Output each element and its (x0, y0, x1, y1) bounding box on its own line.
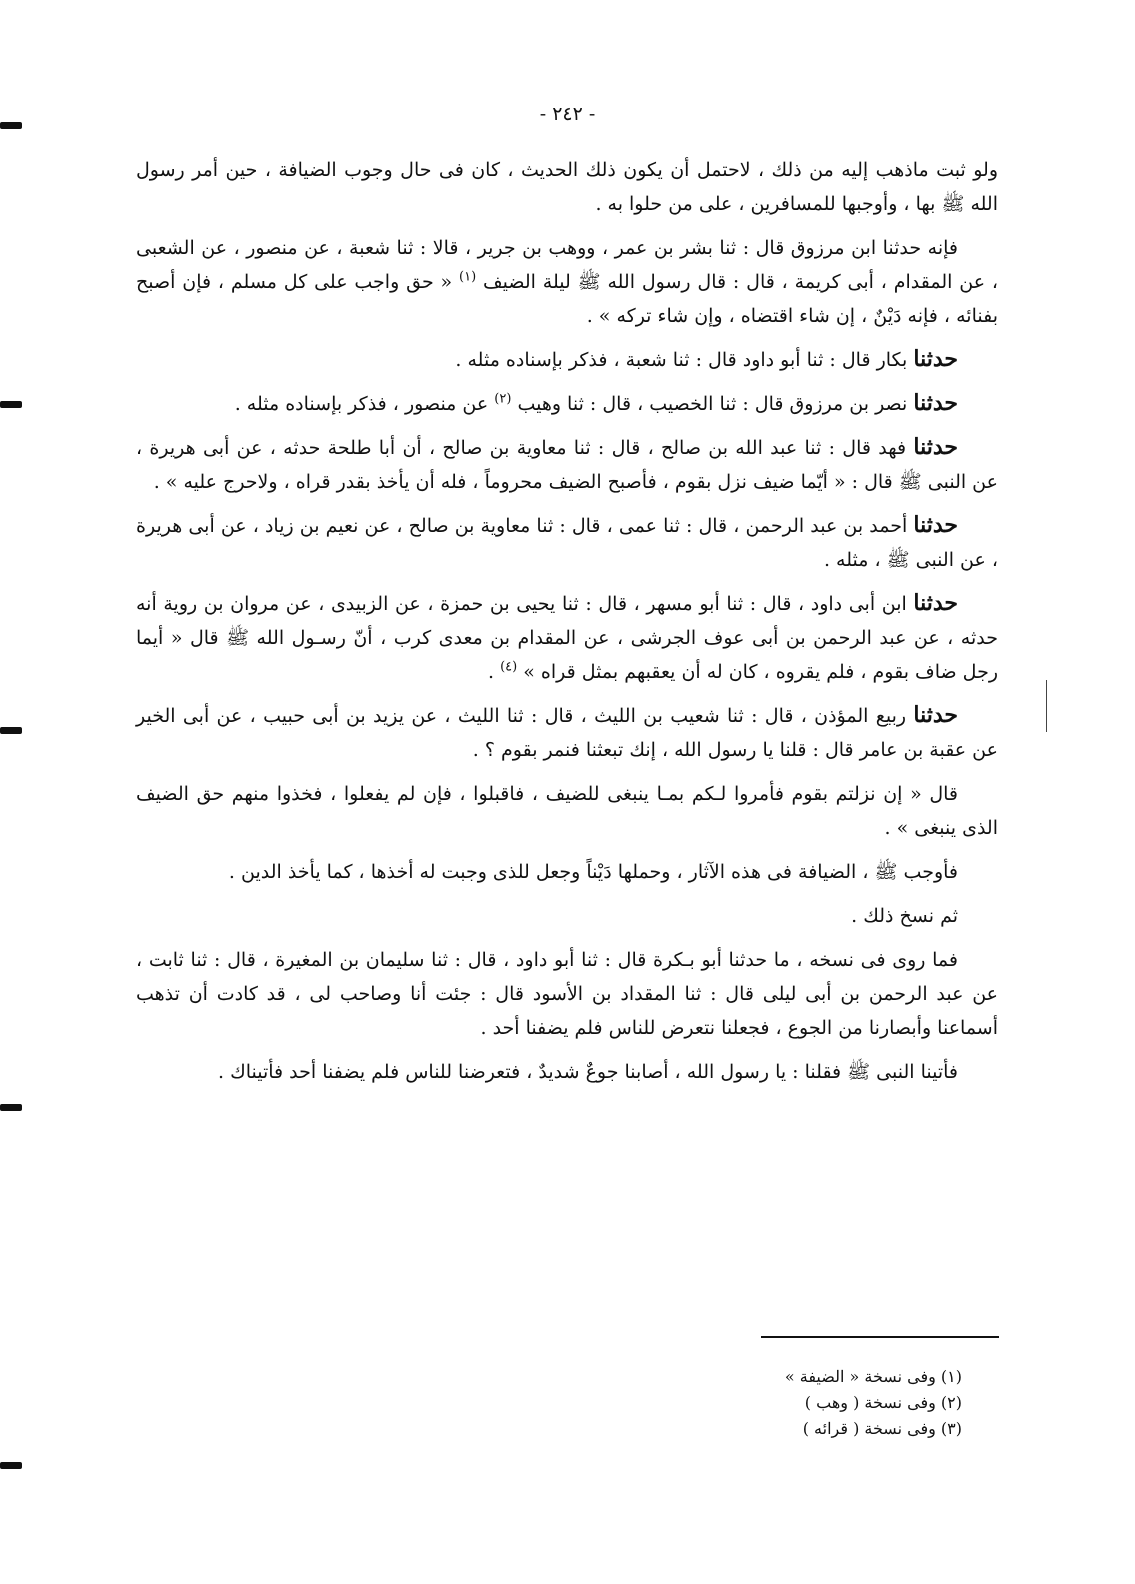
paragraph-text: أحمد بن عبد الرحمن ، قال : ثنا عمى ، قال : ثنا معاوية بن صالح ، عن نعيم بن زياد ، عن أبى هريرة ، عن النبى ﷺ ، مثله . (136, 515, 998, 571)
paragraph-text: نصر بن مرزوق قال : ثنا الخصيب ، قال : ثنا وهيب (517, 393, 908, 415)
margin-tick (1046, 680, 1047, 732)
paragraph (136, 342, 998, 377)
paragraph (136, 698, 998, 767)
paragraph (136, 386, 998, 421)
paragraph-lead: حدثنا (913, 512, 958, 538)
paragraph-tail: . (487, 661, 495, 683)
paragraph-text: بكار قال : ثنا أبو داود قال : ثنا شعبة ، فذكر بإسناده مثله . (455, 349, 908, 371)
paragraph-text: ابن أبى داود ، قال : ثنا أبو مسهر ، قال : ثنا يحيى بن حمزة ، عن الزبيدى ، عن مروان بن روية أنه حدثه ، عن عبد الرحمن بن أبى عوف الجرشى ، عن المقدام بن معدى كرب ، أنّ رسـول الله ﷺ قال « أيما رجل ضاف بقوم ، فلم يقروه ، كان له أن يعقبهم بمثل قراه » (136, 593, 998, 683)
paragraph-text: فأتينا النبى ﷺ فقلنا : يا رسول الله ، أصابنا جوعٌ شديدٌ ، فتعرضنا للناس فلم يضفنا أحد فأتيناك . (217, 1061, 958, 1083)
paragraph-tail: « حق واجب على كل مسلم ، فإن أصبح بفنائه ، فإنه دَيْنٌ ، إن شاء اقتضاه ، وإن شاء تركه » . (136, 271, 998, 327)
paragraph-lead: حدثنا (913, 590, 958, 616)
page-number: - ٢٤٢ - (539, 103, 596, 125)
footnote: (١) وفى نسخة « الضيفة » (784, 1367, 962, 1386)
footnotes (736, 1364, 962, 1442)
footnote: (٣) وفى نسخة ( قرائه ) (802, 1419, 962, 1438)
footnote: (٢) وفى نسخة ( وهب ) (804, 1393, 962, 1412)
paragraph-text: فهد قال : ثنا عبد الله بن صالح ، قال : ثنا معاوية بن صالح ، أن أبا طلحة حدثه ، عن أبى هريرة ، عن النبى ﷺ قال : « أيّما ضيف نزل بقوم ، فأصبح الضيف محروماً ، فله أن يأخذ بقدر قراه ، ولاحرج عليه » . (136, 437, 998, 493)
footnote-reference: (١) (459, 269, 477, 285)
paragraph-text: ثم نسخ ذلك . (851, 905, 958, 927)
scan-edge-mark (0, 727, 22, 734)
paragraph (136, 942, 998, 1045)
paragraph (136, 430, 998, 499)
paragraph (136, 586, 998, 689)
paragraph (136, 898, 998, 933)
scan-edge-mark (0, 1462, 22, 1469)
paragraph (136, 152, 998, 221)
paragraph-text: فما روى فى نسخه ، ما حدثنا أبو بـكرة قال : ثنا أبو داود ، قال : ثنا سليمان بن المغيرة ، قال : ثنا ثابت ، عن عبد الرحمن بن أبى ليلى قال : ثنا المقداد بن الأسود قال : جئت أنا وصاحب لى ، قد كادت أن تذهب أسماعنا وأبصارنا من الجوع ، فجعلنا نتعرض للناس فلم يضفنا أحد . (136, 949, 998, 1039)
paragraph-text: ربيع المؤذن ، قال : ثنا شعيب بن الليث ، قال : ثنا الليث ، عن يزيد بن أبى حبيب ، عن أبى الخير عن عقبة بن عامر قال : قلنا يا رسول الله ، إنك تبعثنا فنمر بقوم ؟ . (136, 705, 998, 761)
paragraph-text: قال « إن نزلتم بقوم فأمروا لـكم بمـا ينبغى للضيف ، فاقبلوا ، فإن لم يفعلوا ، فخذوا منهم حق الضيف الذى ينبغى » . (136, 783, 998, 839)
paragraph (136, 508, 998, 577)
paragraph (136, 854, 998, 889)
paragraph-lead: حدثنا (913, 346, 958, 372)
paragraph-text: فأوجب ﷺ ، الضيافة فى هذه الآثار ، وحملها دَيْناً وجعل للذى وجبت له أخذها ، كما يأخذ الدين . (228, 861, 958, 883)
footnote-divider (761, 1336, 999, 1338)
paragraph-text: فإنه حدثنا ابن مرزوق قال : ثنا بشر بن عمر ، ووهب بن جرير ، قالا : ثنا شعبة ، عن منصور ، عن الشعبى ، عن المقدام ، أبى كريمة ، قال : قال رسول الله ﷺ ليلة الضيف (136, 237, 999, 293)
paragraph-tail: عن منصور ، فذكر بإسناده مثله . (234, 393, 489, 415)
paragraph (136, 1054, 998, 1089)
paragraph-lead: حدثنا (913, 434, 958, 460)
paragraph (136, 230, 998, 333)
paragraph-lead: حدثنا (913, 702, 959, 728)
scan-edge-mark (0, 401, 22, 408)
paragraph-lead: حدثنا (913, 390, 958, 416)
footnote-reference: (٢) (494, 391, 512, 407)
paragraph-text: ولو ثبت ماذهب إليه من ذلك ، لاحتمل أن يكون ذلك الحديث ، كان فى حال وجوب الضيافة ، حين أمر رسول الله ﷺ بها ، وأوجبها للمسافرين ، على من حلوا به . (136, 159, 998, 215)
body-text (136, 152, 998, 1098)
footnote-reference: (٤) (500, 659, 518, 675)
paragraph (136, 776, 998, 845)
scan-edge-mark (0, 1104, 22, 1111)
